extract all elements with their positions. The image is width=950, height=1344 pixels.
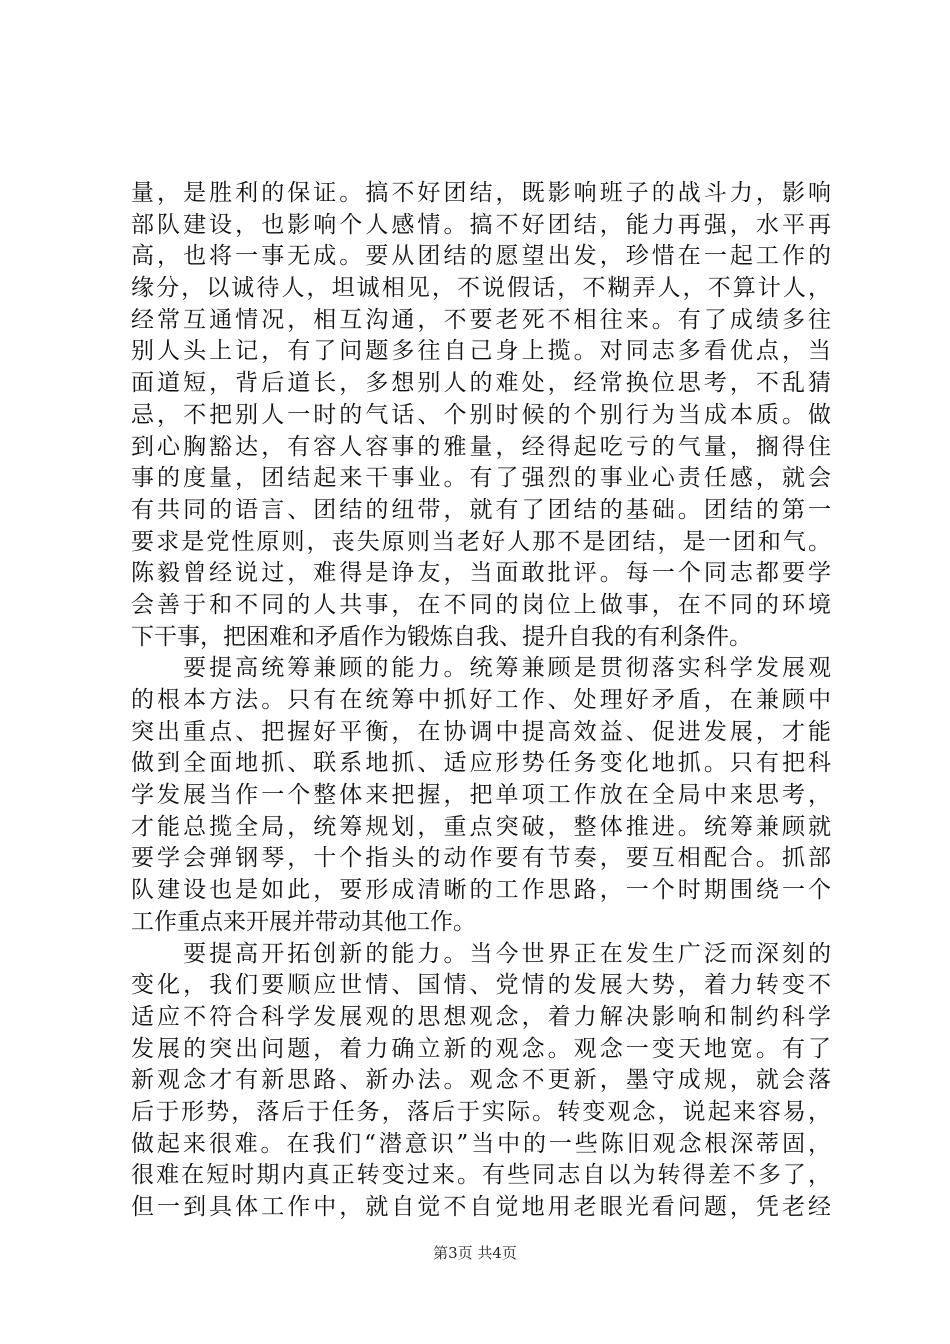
text-line: 突出重点、把握好平衡，在协调中提高效益、促进发展，才能 [131,718,831,745]
page-number-footer: 第3页 共4页 [433,1244,517,1262]
text-line: 才能总揽全局，统筹规划，重点突破，整体推进。统筹兼顾就 [131,813,831,840]
text-line: 后于形势，落后于任务，落后于实际。转变观念，说起来容易， [131,1098,831,1125]
text-line: 面道短，背后道长，多想别人的难处，经常换位思考，不乱猜 [131,370,831,397]
text-line: 高，也将一事无成。要从团结的愿望出发，珍惜在一起工作的 [131,243,831,270]
text-line: 变化，我们要顺应世情、国情、党情的发展大势，着力转变不 [131,972,831,999]
text-line: 量，是胜利的保证。搞不好团结，既影响班子的战斗力，影响 [131,180,831,206]
text-line: 很难在短时期内真正转变过来。有些同志自以为转得差不多了， [131,1162,831,1189]
text-line: 做到全面地抓、联系地抓、适应形势任务变化地抓。只有把科 [131,750,831,777]
text-line: 要求是党性原则，丧失原则当老好人那不是团结，是一团和气。 [131,528,831,555]
text-line: 发展的突出问题，着力确立新的观念。观念一变天地宽。有了 [131,1035,831,1062]
text-line: 要提高统筹兼顾的能力。统筹兼顾是贯彻落实科学发展观 [131,655,831,682]
text-line: 要提高开拓创新的能力。当今世界正在发生广泛而深刻的 [131,940,831,967]
text-line: 要学会弹钢琴，十个指头的动作要有节奏，要互相配合。抓部 [131,845,831,872]
text-line: 但一到具体工作中，就自觉不自觉地用老眼光看问题，凭老经 [131,1194,831,1220]
text-line: 缘分，以诚待人，坦诚相见，不说假话，不糊弄人，不算计人， [131,275,831,302]
text-line: 新观念才有新思路、新办法。观念不更新，墨守成规，就会落 [131,1067,831,1094]
text-line: 经常互通情况，相互沟通，不要老死不相往来。有了成绩多往 [131,306,831,333]
text-line: 做起来很难。在我们“潜意识”当中的一些陈旧观念根深蒂固， [131,1130,831,1157]
text-line: 别人头上记，有了问题多往自己身上揽。对同志多看优点，当 [131,338,831,365]
text-line: 部队建设，也影响个人感情。搞不好团结，能力再强，水平再 [131,211,831,238]
document-body [131,178,831,1224]
text-line: 有共同的语言、团结的纽带，就有了团结的基础。团结的第一 [131,496,831,523]
text-line: 陈毅曾经说过，难得是诤友，当面敢批评。每一个同志都要学 [131,560,831,587]
text-line: 学发展当作一个整体来把握，把单项工作放在全局中来思考， [131,782,831,809]
text-line: 适应不符合科学发展观的思想观念，着力解决影响和制约科学 [131,1003,831,1030]
text-line: 会善于和不同的人共事，在不同的岗位上做事，在不同的环境 [131,591,831,618]
text-line: 到心胸豁达，有容人容事的雅量，经得起吃亏的气量，搁得住 [131,433,831,460]
text-line: 下干事，把困难和矛盾作为锻炼自我、提升自我的有利条件。 [131,623,752,650]
text-line: 的根本方法。只有在统筹中抓好工作、处理好矛盾，在兼顾中 [131,687,831,713]
text-line: 工作重点来开展并带动其他工作。 [131,908,476,935]
text-line: 忌，不把别人一时的气话、个别时候的个别行为当成本质。做 [131,401,831,428]
text-line: 事的度量，团结起来干事业。有了强烈的事业心责任感，就会 [131,465,831,492]
text-line: 队建设也是如此，要形成清晰的工作思路，一个时期围绕一个 [131,877,831,904]
